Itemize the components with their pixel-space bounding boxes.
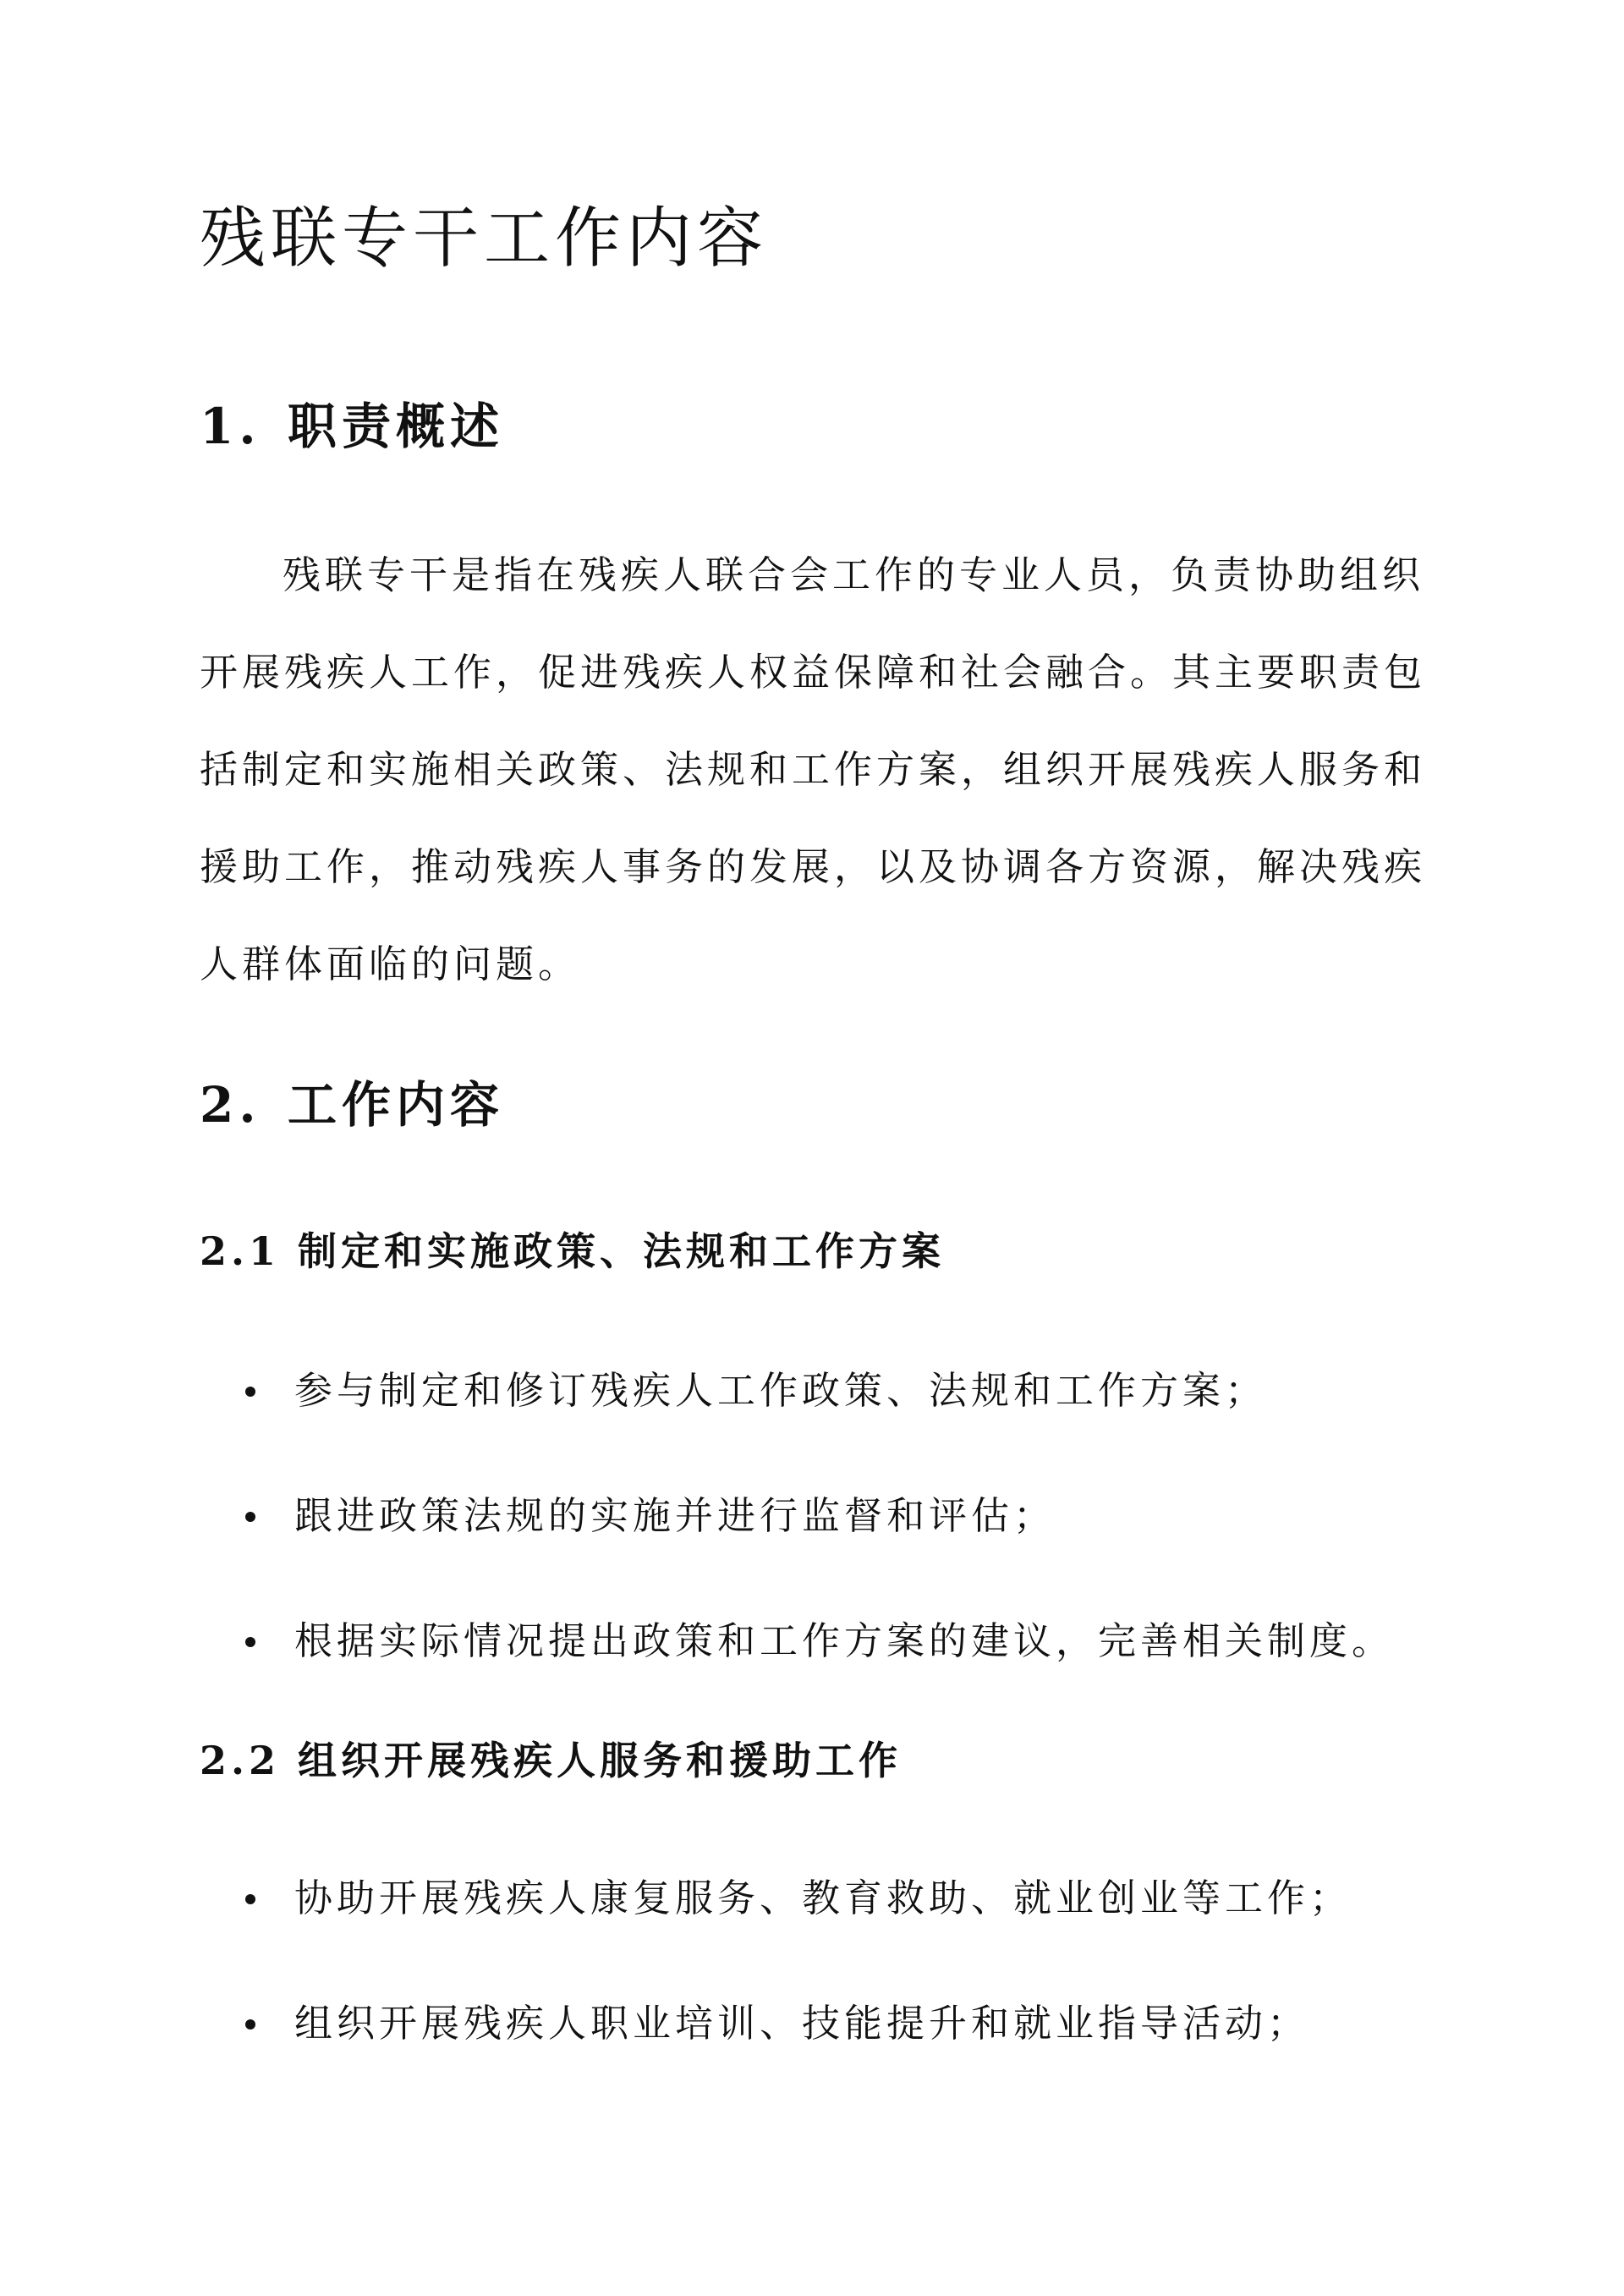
section-heading-2 bbox=[200, 1076, 504, 1135]
bullet-icon bbox=[245, 2019, 255, 2030]
subsection-heading-2-1 bbox=[200, 1228, 945, 1275]
list-item bbox=[245, 1990, 1309, 2057]
document-title: 残联专干工作内容 bbox=[200, 200, 769, 277]
section-title: 职责概述 bbox=[288, 398, 505, 455]
subsection-title: 制定和实施政策、法规和工作方案 bbox=[298, 1228, 945, 1274]
bullet-icon bbox=[245, 1637, 255, 1647]
paragraph-line: 残联专干是指在残疾人联合会工作的专业人员，负责协助组织 bbox=[283, 552, 1425, 597]
subsection-title: 组织开展残疾人服务和援助工作 bbox=[298, 1738, 902, 1783]
list-item-text: 组织开展残疾人职业培训、技能提升和就业指导活动； bbox=[294, 2001, 1310, 2046]
list-item-text: 跟进政策法规的实施并进行监督和评估； bbox=[294, 1493, 1056, 1538]
overview-paragraph bbox=[200, 541, 1428, 1028]
bullet-icon bbox=[245, 1512, 255, 1522]
subsection-heading-2-2 bbox=[200, 1738, 902, 1784]
section-number: 1. bbox=[200, 398, 261, 455]
list-item bbox=[245, 1482, 1056, 1550]
paragraph-line: 人群体面临的问题。 bbox=[200, 942, 581, 986]
section-title: 工作内容 bbox=[288, 1076, 505, 1134]
paragraph-line: 援助工作，推动残疾人事务的发展，以及协调各方资源，解决残疾 bbox=[200, 844, 1427, 889]
bullet-icon bbox=[245, 1387, 255, 1397]
list-item-text: 协助开展残疾人康复服务、教育救助、就业创业等工作； bbox=[294, 1876, 1352, 1920]
subsection-number: 2.2 bbox=[200, 1738, 281, 1783]
subsection-number: 2.1 bbox=[200, 1228, 281, 1274]
bullet-icon bbox=[245, 1894, 255, 1904]
list-item bbox=[245, 1865, 1352, 1932]
list-item bbox=[245, 1607, 1394, 1675]
paragraph-line: 开展残疾人工作，促进残疾人权益保障和社会融合。其主要职责包 bbox=[200, 650, 1427, 695]
list-item bbox=[245, 1357, 1267, 1425]
list-item-text: 参与制定和修订残疾人工作政策、法规和工作方案； bbox=[294, 1368, 1268, 1413]
list-item-text: 根据实际情况提出政策和工作方案的建议，完善相关制度。 bbox=[294, 1618, 1395, 1663]
paragraph-line: 括制定和实施相关政策、法规和工作方案，组织开展残疾人服务和 bbox=[200, 747, 1427, 792]
section-heading-1 bbox=[200, 398, 504, 457]
section-number: 2. bbox=[200, 1076, 261, 1134]
